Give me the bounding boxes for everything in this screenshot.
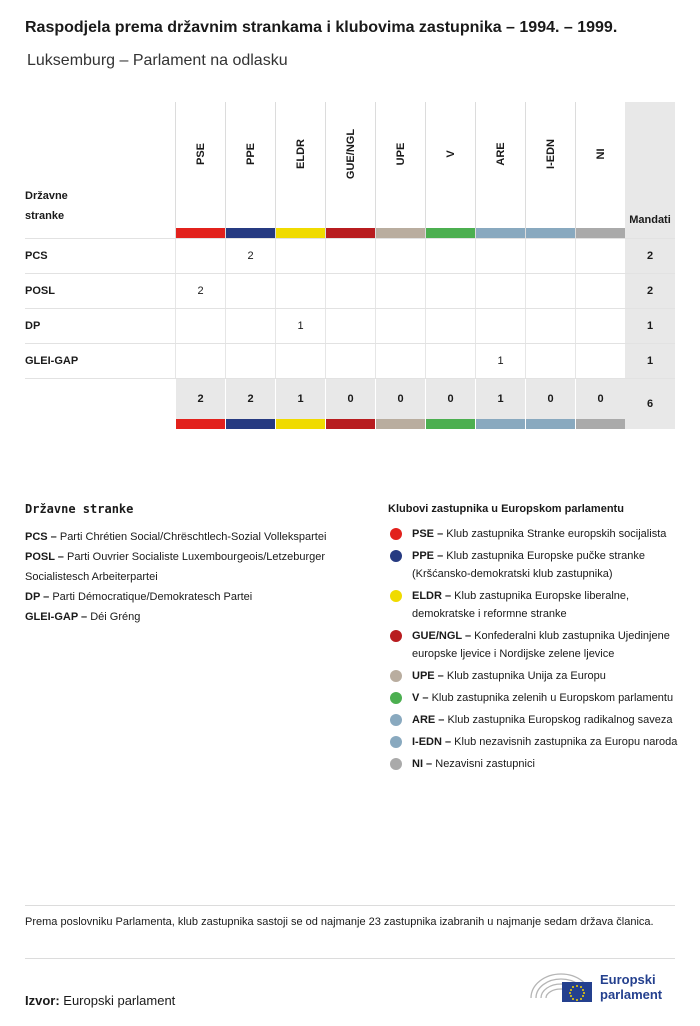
group-full-name: Klub zastupnika zelenih u Europskom parlamentu [428,692,674,704]
party-legend-item [25,547,365,587]
group-color-bar [226,419,275,429]
legend-dot-icon [390,692,402,704]
seat-cell [175,239,225,273]
group-code: PSE – [412,528,444,540]
seat-cell [375,344,425,378]
hemicycle-logo-icon [528,966,598,1006]
party-code: PCS – [25,531,57,543]
column-total-cell [475,379,525,429]
seat-cell [375,274,425,308]
table-body [25,238,675,378]
column-total-value: 0 [397,393,404,405]
group-color-bar [226,228,275,238]
seat-cell [575,309,625,343]
column-total-cell [425,379,475,429]
legend-dot-icon [390,590,402,602]
seat-cell [475,239,525,273]
source-label: Izvor: [25,993,60,1008]
row-total-cell: 1 [625,309,675,343]
column-total-value: 0 [347,393,354,405]
column-total-value: 1 [297,393,304,405]
total-column-header [625,102,675,238]
group-code-label: NI [594,148,607,160]
party-full-name: Parti Ouvrier Socialiste Luxembourgeois/Letzeburger Socialistesch Arbeiterpartei [25,551,326,583]
distribution-table [25,102,675,428]
group-column-header [325,102,375,238]
seat-cell [275,274,325,308]
party-full-name: Parti Chrétien Social/Chrëschtlech-Sozial Vollekspartei [56,531,327,543]
seat-cell [575,239,625,273]
seat-cell [525,309,575,343]
group-column-header [575,102,625,238]
group-legend-item [388,525,678,543]
table-row [25,308,675,343]
party-name: DP [25,320,41,332]
column-total-value: 2 [247,393,254,405]
grand-total-value: 6 [646,398,654,410]
group-color-bar [526,228,575,238]
group-full-name: Klub zastupnika Europske liberalne, demokratske i reformne stranke [412,590,630,620]
legend-dot-icon [390,630,402,642]
page-title: Raspodjela prema državnim strankama i klubovima zastupnika – 1994. – 1999. [25,19,618,36]
group-code-label: ARE [494,142,507,166]
group-code-label: V [444,150,457,158]
party-legend-item [25,527,365,547]
group-color-bar [176,228,225,238]
seat-cell [175,309,225,343]
legend-dot-icon [390,714,402,726]
ep-logo [528,966,678,1006]
total-header-label: Mandati [629,214,671,226]
row-header-line-2: stranke [25,210,65,222]
source-line [25,993,175,1008]
group-color-bar [326,228,375,238]
group-code-label: I-EDN [544,139,557,169]
group-code-label: PSE [194,142,207,166]
group-code: NI – [412,758,433,770]
group-legend-item [388,711,678,729]
group-color-bar [576,419,625,429]
seat-cell [325,274,375,308]
group-color-bar [276,228,325,238]
seat-cell [475,309,525,343]
legend-dot-icon [390,550,402,562]
seat-cell [275,344,325,378]
column-total-cell [575,379,625,429]
group-color-bar [376,419,425,429]
party-legend-heading: Državne stranke [25,502,134,516]
group-color-bar [176,419,225,429]
group-code: ARE – [412,714,445,726]
party-name: GLEI-GAP [25,355,79,367]
group-legend-item [388,733,678,751]
group-column-header [225,102,275,238]
group-color-bar [576,228,625,238]
party-full-name: Déi Gréng [87,611,141,623]
seat-cell: 1 [475,344,525,378]
seat-cell [375,309,425,343]
row-total-cell: 1 [625,344,675,378]
row-header-label [25,186,68,226]
page-subtitle: Luksemburg – Parlament na odlasku [27,52,288,69]
legend-dot-icon [390,736,402,748]
group-color-bar [326,419,375,429]
group-code: GUE/NGL – [412,630,472,642]
group-code: UPE – [412,670,444,682]
row-header-line-1: Državne [25,190,68,202]
column-total-value: 0 [597,393,604,405]
group-legend-item [388,667,678,685]
divider [25,958,675,959]
group-color-bar [476,419,525,429]
seat-cell [475,274,525,308]
group-legend-heading: Klubovi zastupnika u Europskom parlamentu [388,503,624,515]
logo-line-1: Europski [600,972,656,987]
group-column-header [375,102,425,238]
column-total-cell [275,379,325,429]
seat-cell [325,239,375,273]
party-name: PCS [25,250,48,262]
seat-cell [275,239,325,273]
legend-dot-icon [390,528,402,540]
group-color-bar [526,419,575,429]
party-code: POSL – [25,551,64,563]
table-row [25,343,675,378]
seat-cell: 2 [225,239,275,273]
group-color-bar [276,419,325,429]
group-code: I-EDN – [412,736,452,748]
party-legend-item [25,587,365,607]
party-code: GLEI-GAP – [25,611,88,623]
legend-dot-icon [390,758,402,770]
legend-dot-icon [390,670,402,682]
seat-cell [425,309,475,343]
group-full-name: Klub zastupnika Unija za Europu [443,670,606,682]
seat-cell [225,274,275,308]
footnote: Prema poslovniku Parlamenta, klub zastupnika sastoji se od najmanje 23 zastupnika izabranih u najmanje sedam država članica. [25,916,654,928]
logo-line-2: parlament [600,987,663,1002]
seat-cell [525,344,575,378]
group-code-label: UPE [394,142,407,166]
group-code-label: GUE/NGL [344,128,357,180]
column-total-cell [375,379,425,429]
group-column-header [475,102,525,238]
group-column-header [425,102,475,238]
table-header [25,102,675,238]
group-color-bar [426,228,475,238]
totals-row [25,378,675,428]
column-total-value: 0 [547,393,554,405]
column-total-value: 0 [447,393,454,405]
group-code: V – [412,692,429,704]
column-total-cell [325,379,375,429]
party-legend [25,502,365,627]
seat-cell [325,344,375,378]
seat-cell [325,309,375,343]
group-code: ELDR – [412,590,452,602]
seat-cell [425,274,475,308]
seat-cell: 1 [275,309,325,343]
party-full-name: Parti Démocratique/Demokratesch Partei [49,591,253,603]
seat-cell [525,239,575,273]
group-legend-item [388,627,678,663]
party-code: DP – [25,591,50,603]
logo-text [600,972,662,1002]
column-total-value: 2 [197,393,204,405]
column-total-cell [525,379,575,429]
group-column-header [275,102,325,238]
seat-cell: 2 [175,274,225,308]
group-code: PPE – [412,550,444,562]
seat-cell [375,239,425,273]
seat-cell [425,239,475,273]
group-code-label: PPE [244,142,257,166]
group-code-label: ELDR [294,139,307,169]
grand-total-cell [625,379,675,429]
group-full-name: Klub zastupnika Europske pučke stranke (Kršćansko-demokratski klub zastupnika) [412,550,645,580]
column-total-value: 1 [497,393,504,405]
seat-cell [575,274,625,308]
row-total-cell: 2 [625,239,675,273]
group-column-header [175,102,225,238]
seat-cell [225,309,275,343]
table-row [25,238,675,273]
seat-cell [425,344,475,378]
seat-cell [225,344,275,378]
group-legend-item [388,755,678,773]
column-total-cell [225,379,275,429]
group-color-bar [426,419,475,429]
group-color-bar [376,228,425,238]
group-legend [388,503,678,777]
divider [25,905,675,906]
group-legend-item [388,689,678,707]
group-legend-item [388,547,678,583]
group-full-name: Konfederalni klub zastupnika Ujedinjene europske ljevice i Nordijske zelene ljevice [412,630,670,660]
group-full-name: Klub zastupnika Europskog radikalnog saveza [444,714,673,726]
group-column-header [525,102,575,238]
seat-cell [575,344,625,378]
row-total-cell: 2 [625,274,675,308]
party-legend-item [25,607,365,627]
source-value: Europski parlament [59,993,176,1008]
party-name: POSL [25,285,55,297]
group-full-name: Nezavisni zastupnici [432,758,535,770]
group-legend-item [388,587,678,623]
column-total-cell [175,379,225,429]
group-full-name: Klub nezavisnih zastupnika za Europu naroda [451,736,678,748]
group-color-bar [476,228,525,238]
group-full-name: Klub zastupnika Stranke europskih socijalista [443,528,667,540]
seat-cell [175,344,225,378]
table-row [25,273,675,308]
seat-cell [525,274,575,308]
